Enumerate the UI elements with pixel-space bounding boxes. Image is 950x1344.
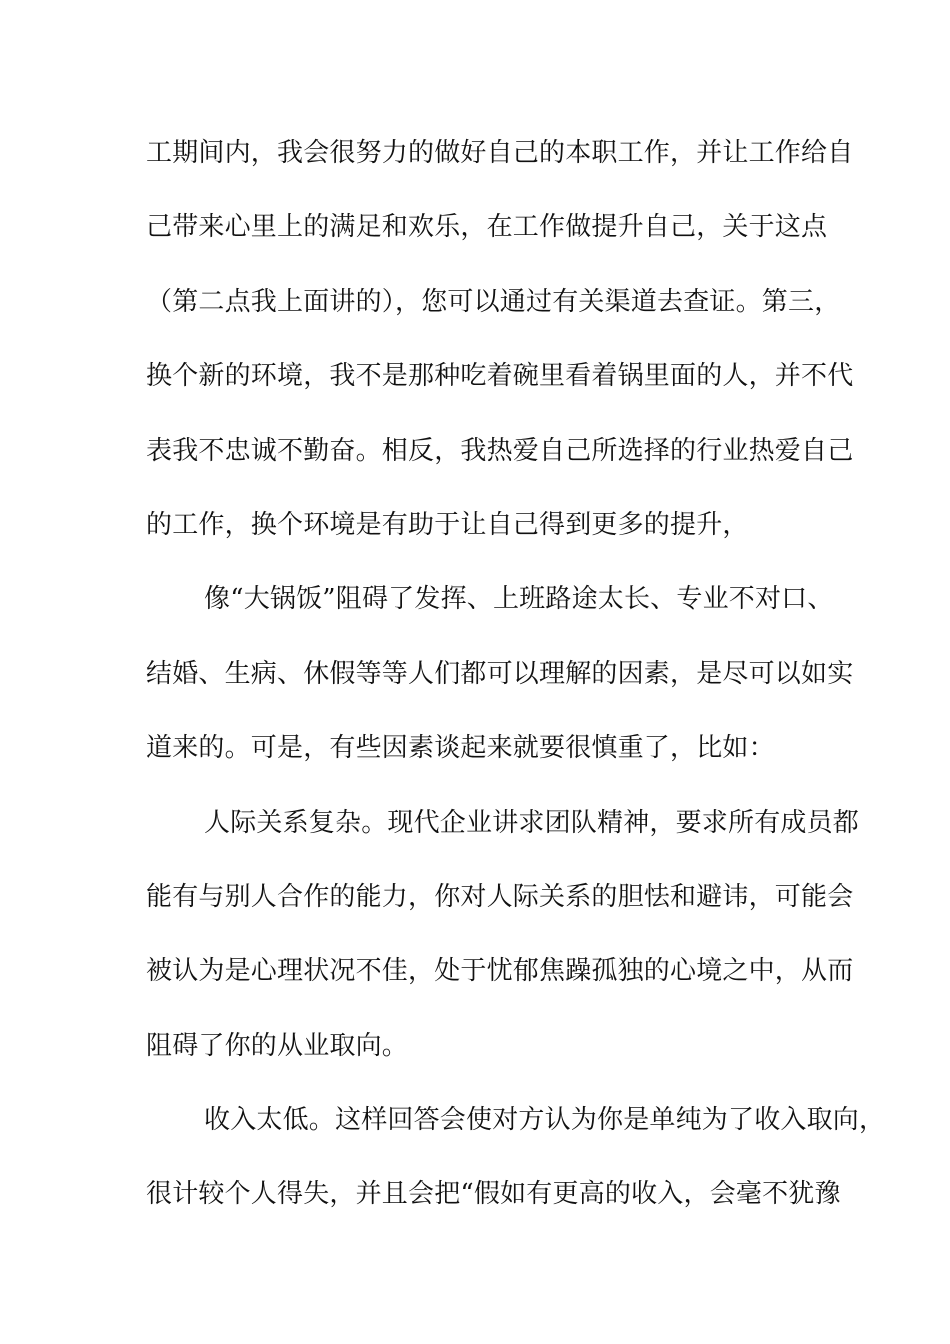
text-line: 换个新的环境，我不是那种吃着碗里看着锅里面的人，并不代 xyxy=(146,361,854,392)
text-line: 工期间内，我会很努力的做好自己的本职工作，并让工作给自 xyxy=(146,138,854,168)
text-line: 阻碍了你的从业取向。 xyxy=(146,1030,409,1061)
text-line: 表我不忠诚不勤奋。相反，我热爱自己所选择的行业热爱自己 xyxy=(146,435,854,466)
text-line: （第二点我上面讲的），您可以通过有关渠道去查证。第三， xyxy=(146,286,841,317)
text-line: 被认为是心理状况不佳，处于忧郁焦躁孤独的心境之中，从而 xyxy=(146,956,854,987)
paragraph-first-line: 收入太低。这样回答会使对方认为你是单纯为了收入取向， xyxy=(204,1105,886,1136)
paragraph-first-line: 人际关系复杂。现代企业讲求团队精神，要求所有成员都 xyxy=(204,807,860,838)
document-body xyxy=(146,128,886,1244)
text-line: 能有与别人合作的能力，你对人际关系的胆怯和避讳，可能会 xyxy=(146,881,854,912)
text-line: 道来的。可是，有些因素谈起来就要很慎重了，比如： xyxy=(146,733,775,764)
text-line: 的工作，换个环境是有助于让自己得到更多的提升， xyxy=(146,509,749,540)
text-line: 己带来心里上的满足和欢乐，在工作做提升自己，关于这点 xyxy=(146,212,828,243)
paragraph-first-line: 像“大锅饭”阻碍了发挥、上班路途太长、专业不对口、 xyxy=(204,584,834,615)
text-line: 很计较个人得失，并且会把“假如有更高的收入，会毫不犹豫 xyxy=(146,1179,841,1210)
text-line: 结婚、生病、休假等等人们都可以理解的因素，是尽可以如实 xyxy=(146,658,854,689)
